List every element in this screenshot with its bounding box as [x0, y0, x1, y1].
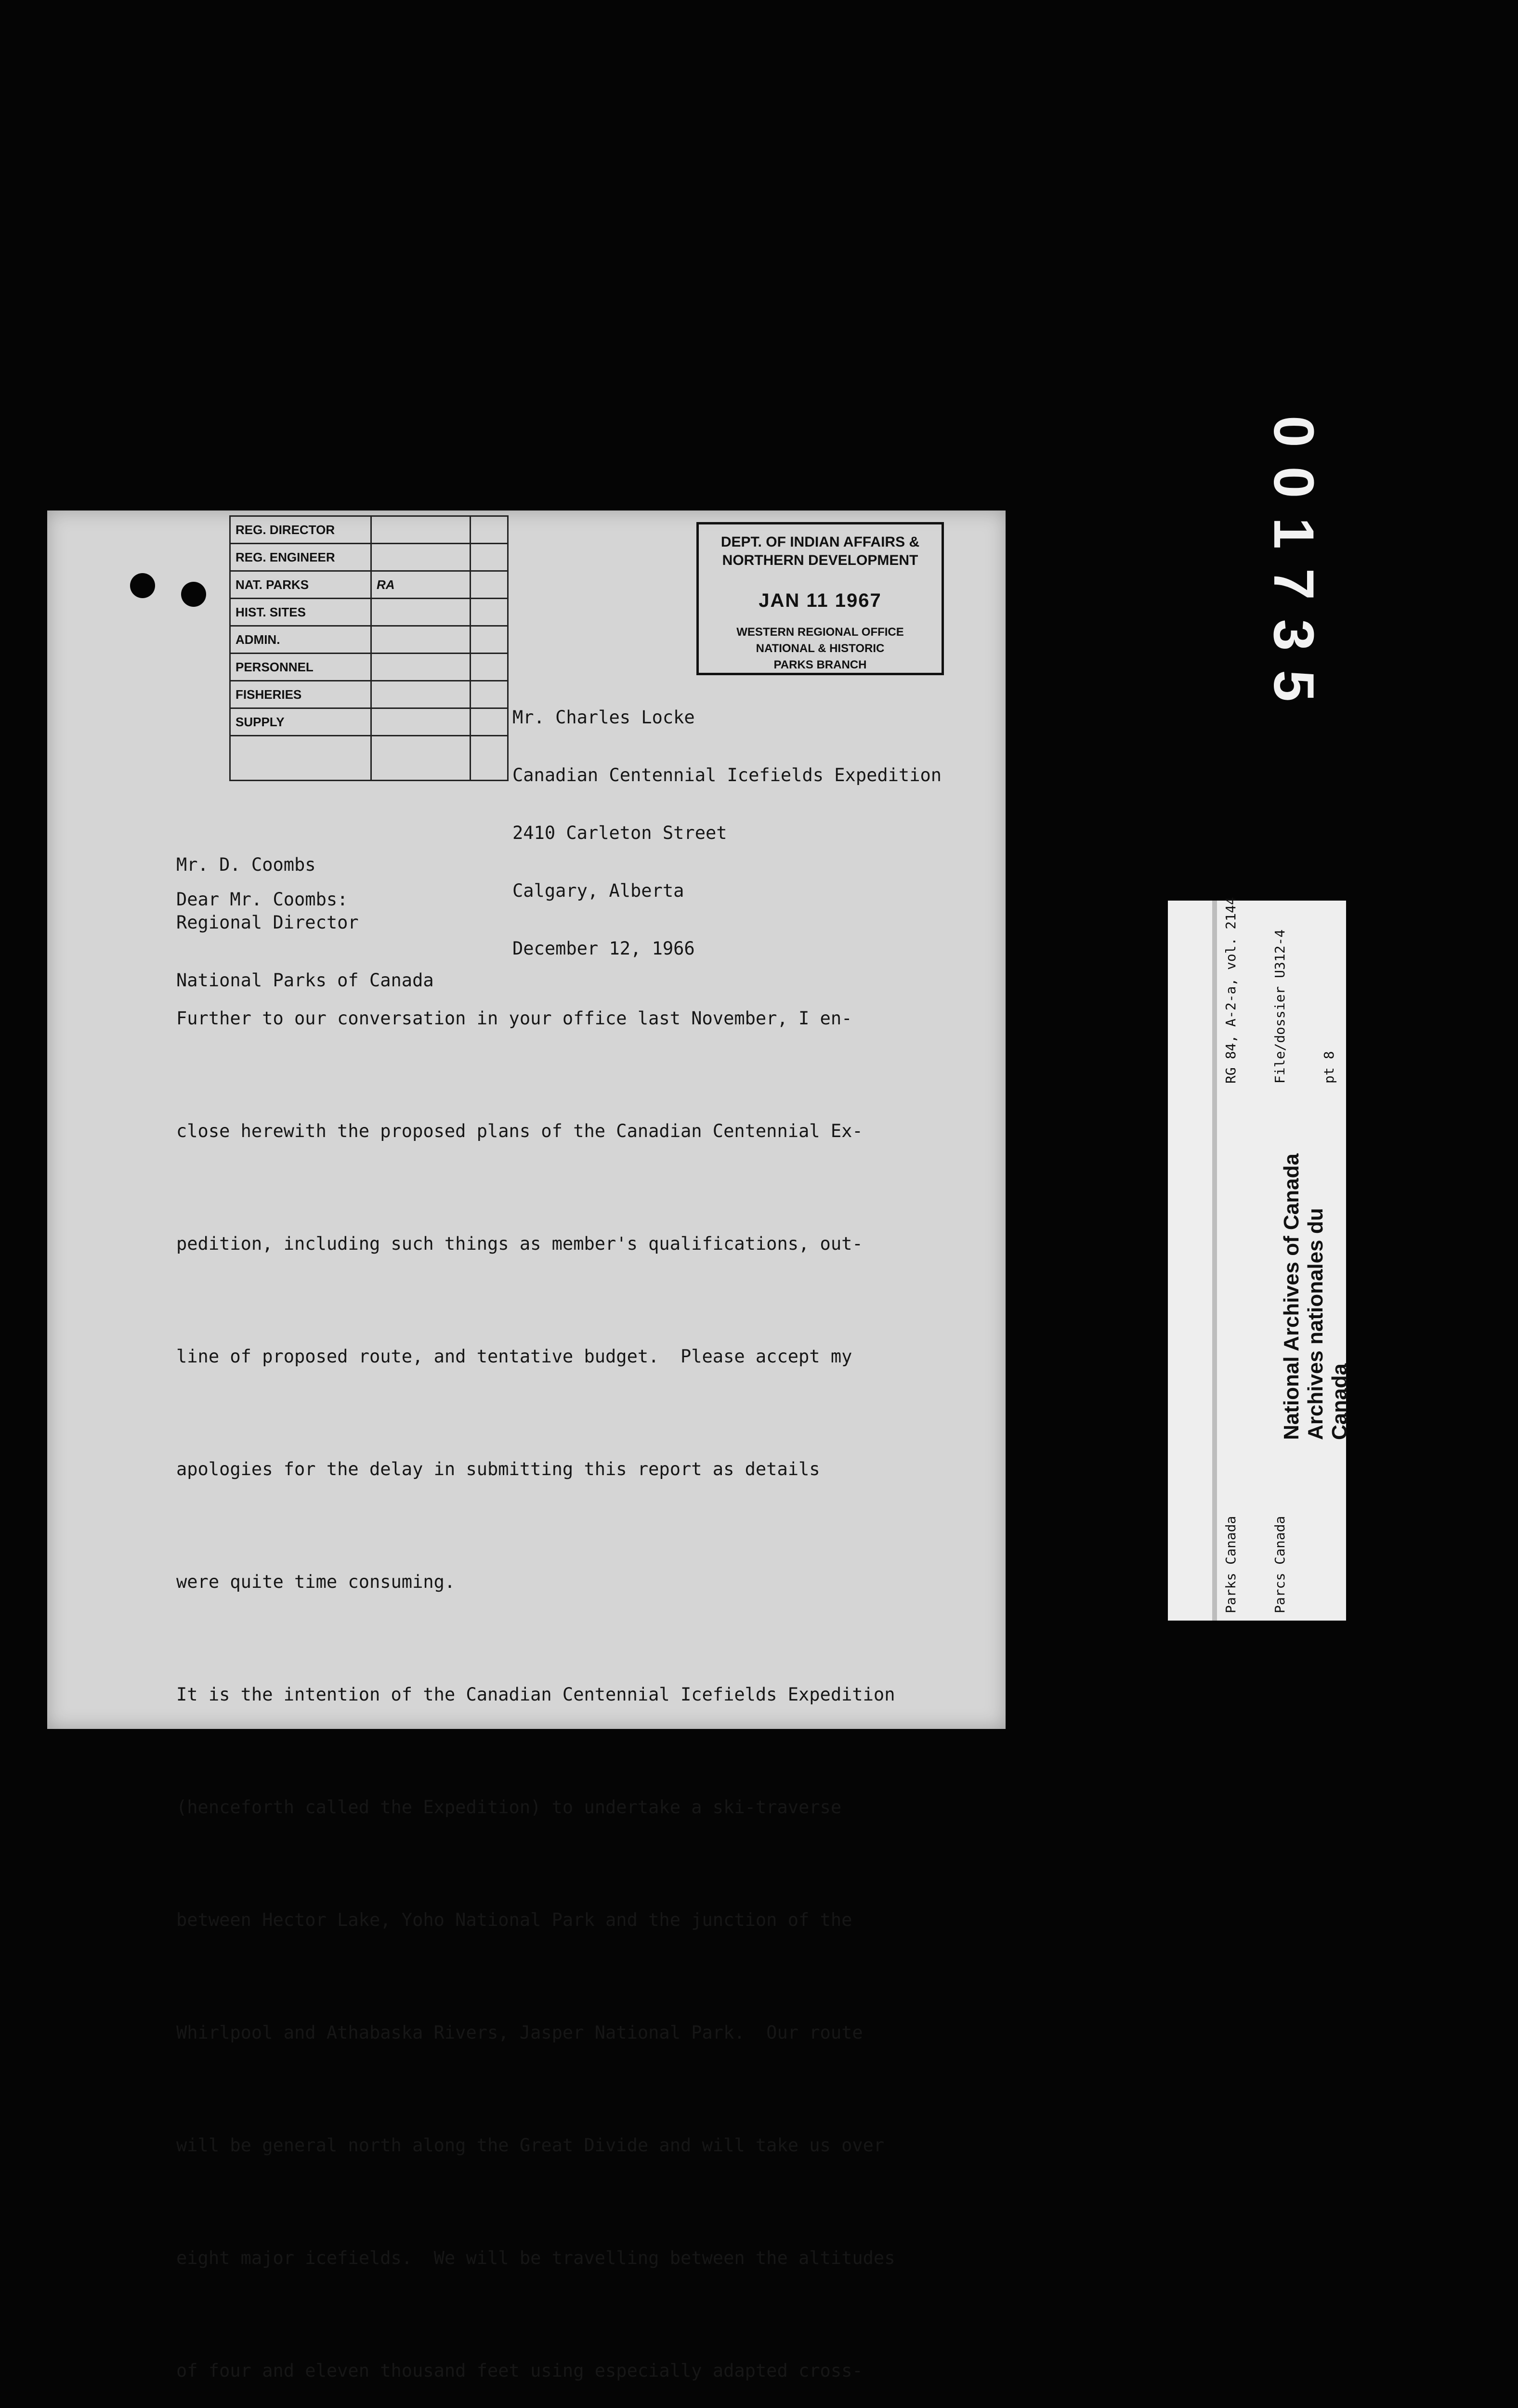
routing-row-label: REG. DIRECTOR: [230, 516, 371, 544]
routing-row-label: PERSONNEL: [230, 654, 371, 681]
recipient-title: Regional Director: [176, 912, 359, 933]
stamp-date: JAN 11 1967: [759, 590, 882, 611]
stamp-dept: [699, 533, 942, 570]
parks-label-fr: Parcs Canada: [1272, 1516, 1288, 1613]
letter-body: [176, 925, 895, 2408]
body-line: between Hector Lake, Yoho National Park and the junction of the: [176, 1910, 852, 1930]
archive-reference-line: File/dossier U312-4: [1272, 929, 1288, 1084]
sender-name: Mr. Charles Locke: [512, 707, 695, 728]
punch-hole: [130, 573, 155, 598]
routing-row-label: ADMIN.: [230, 626, 371, 654]
stamp-office-line: PARKS BRANCH: [773, 658, 867, 671]
routing-initials: RA: [371, 571, 471, 599]
archives-label-fr: Archives nationales du Canada: [1304, 1208, 1351, 1440]
body-line: will be general north along the Great Divide and will take us over: [176, 2135, 885, 2156]
body-line: pedition, including such things as member's qualifications, out-: [176, 1233, 863, 1254]
routing-row-label: REG. ENGINEER: [230, 544, 371, 571]
routing-row-label: HIST. SITES: [230, 599, 371, 626]
body-line: of four and eleven thousand feet using especially adapted cross-: [176, 2360, 863, 2381]
archive-label: [1168, 897, 1351, 1621]
routing-row-label: NAT. PARKS: [230, 571, 371, 599]
routing-slip: [229, 515, 509, 800]
archive-reference: [1190, 897, 1337, 1084]
received-stamp: [696, 522, 944, 675]
routing-row-label: SUPPLY: [230, 708, 371, 736]
archives-label-en: National Archives of Canada: [1280, 1153, 1303, 1440]
parks-canada-label: [1190, 1488, 1288, 1613]
recipient-organization: National Parks of Canada: [176, 970, 434, 991]
stamp-office-line: NATIONAL & HISTORIC: [756, 642, 885, 655]
national-archives-label: [1280, 1141, 1351, 1440]
salutation: Dear Mr. Coombs:: [176, 889, 348, 910]
stamp-dept-line: DEPT. OF INDIAN AFFAIRS &: [720, 534, 920, 550]
body-line: It is the intention of the Canadian Centennial Icefields Expedition: [176, 1684, 895, 1705]
letter-page: [47, 510, 1006, 2381]
body-line: apologies for the delay in submitting this report as details: [176, 1459, 820, 1479]
sender-city: Calgary, Alberta: [512, 880, 684, 901]
body-line: Whirlpool and Athabaska Rivers, Jasper National Park. Our route: [176, 2022, 863, 2043]
stamp-dept-line: NORTHERN DEVELOPMENT: [722, 552, 918, 568]
recipient-name: Mr. D. Coombs: [176, 854, 316, 875]
routing-row-label: FISHERIES: [230, 681, 371, 708]
sender-organization: Canadian Centennial Icefields Expedition: [512, 765, 942, 785]
sender-street: 2410 Carleton Street: [512, 823, 727, 843]
film-frame-number: 001735: [1262, 416, 1325, 721]
stamp-office-line: WESTERN REGIONAL OFFICE: [736, 626, 904, 639]
body-line: (henceforth called the Expedition) to undertake a ski-traverse: [176, 1797, 842, 1818]
archive-reference-line: RG 84, A-2-a, vol. 2144: [1223, 897, 1239, 1084]
body-line: were quite time consuming.: [176, 1571, 456, 1592]
letter-date: December 12, 1966: [512, 938, 695, 959]
archive-reference-line: pt 8: [1321, 1051, 1337, 1084]
body-line: eight major icefields. We will be travelling between the altitudes: [176, 2248, 895, 2268]
body-line: close herewith the proposed plans of the Canadian Centennial Ex-: [176, 1121, 863, 1141]
punch-hole: [181, 582, 206, 607]
body-line: Further to our conversation in your office last November, I en-: [176, 1008, 852, 1029]
body-line: line of proposed route, and tentative budget. Please accept my: [176, 1346, 852, 1367]
stamp-office: [699, 624, 942, 673]
parks-label-en: Parks Canada: [1223, 1516, 1239, 1613]
